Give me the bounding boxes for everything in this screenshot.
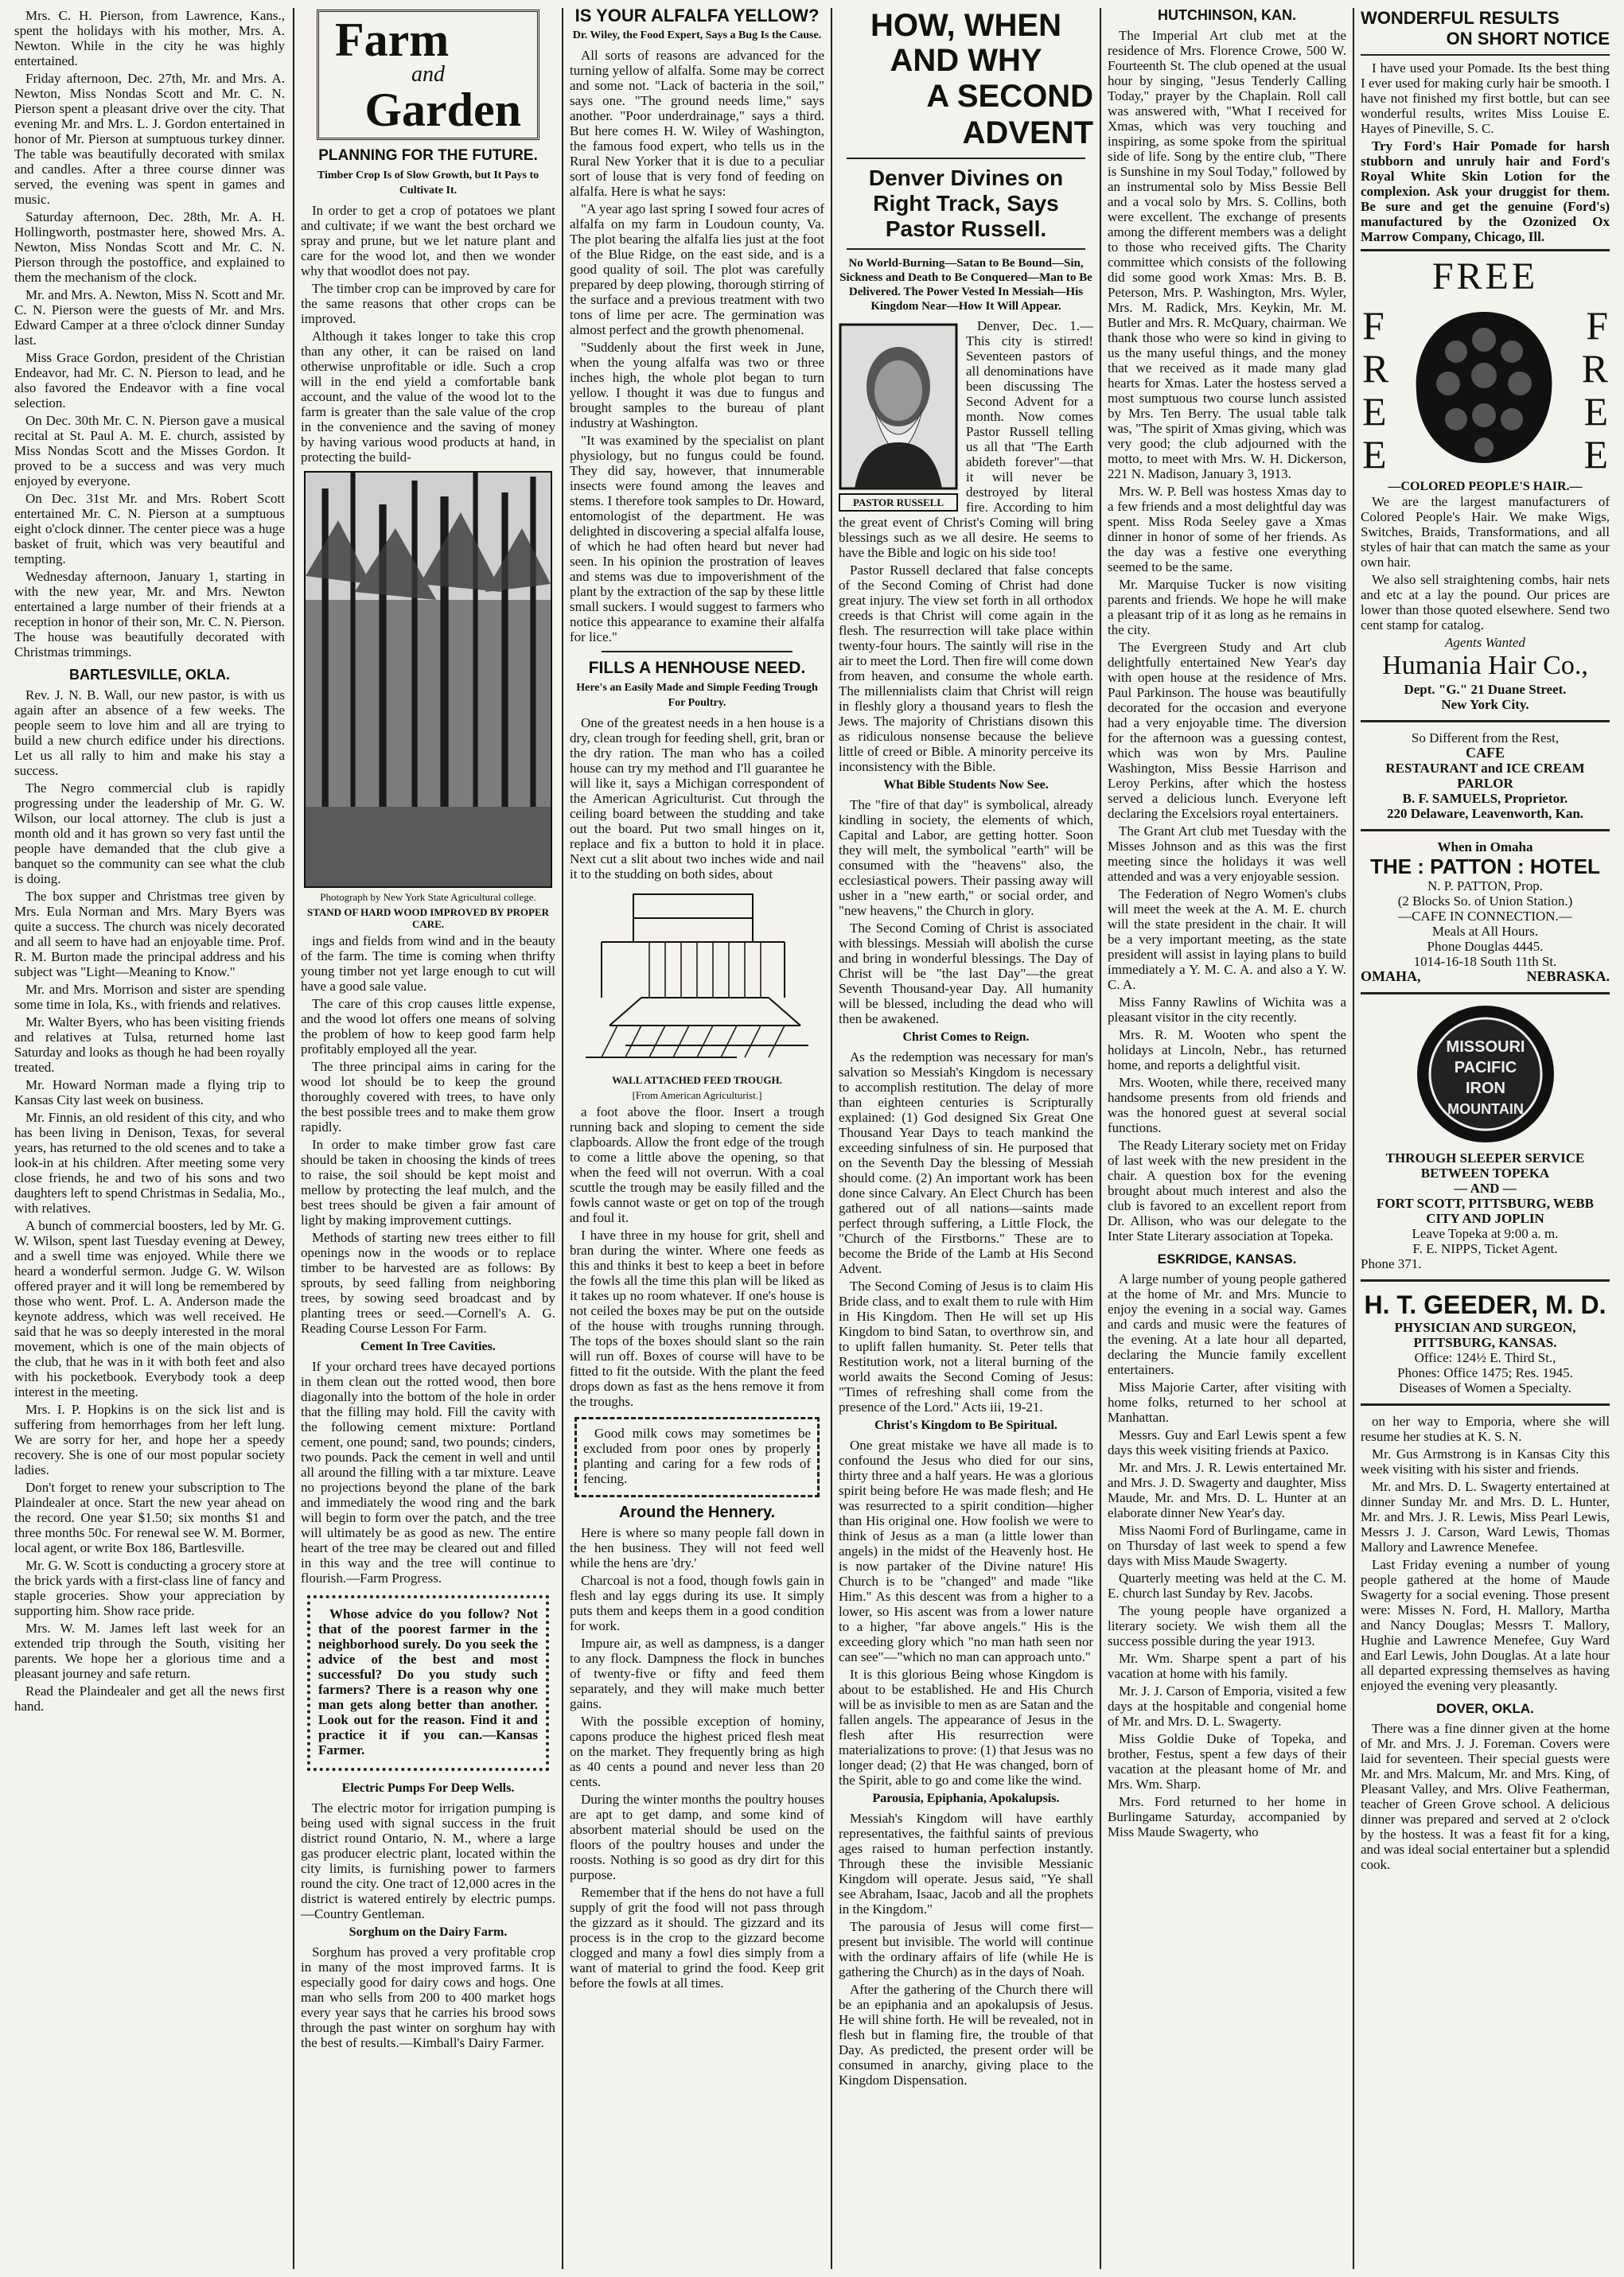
cafe-address: 220 Delaware, Leavenworth, Kan. — [1386, 806, 1584, 821]
cafe-line: RESTAURANT and ICE CREAM PARLOR — [1385, 761, 1585, 791]
section-heading: Around the Hennery. — [618, 1504, 776, 1521]
divider — [847, 158, 1085, 159]
hotel-line: 1014-16-18 South 11th St. — [1413, 954, 1557, 969]
article-paragraph: Pastor Russell declared that false concepts of the Second Coming of Christ had done great injury. The view set forth in all orthodox creeds is that Christ will come again in the flesh. The resurrection will take place within twenty-four hours. The saintly will rise in the air to meet the Lord. Then fire will come down from heaven, and consume the whole earth. The millennialists claim that Christ will reign in fleshly glory a thousand years to flesh the Jews. The majority of Christians disown this as ridiculous nonsense because the believe little of creed or Bible. A minority perceive its inconsistency with the Bible. — [839, 562, 1093, 774]
divider — [1361, 249, 1610, 251]
free-letter: F — [1362, 303, 1384, 348]
article-deck: Denver Divines on Right Track, Says Pastor Russell. — [868, 165, 1064, 241]
hairpiece-icon — [1408, 304, 1560, 471]
hotel-line: —CAFE IN CONNECTION.— — [1398, 909, 1572, 924]
article-paragraph: Mr. Finnis, an old resident of this city, and who has been living in Denison, Texas, for several years, has returned to the old scenes and to take a look-in at his children. After meeting some very close friends, he and two of his sons and two daughters left to spend Christmas in Sedalia, Mo., with relatives. — [14, 1110, 285, 1216]
masthead-farm: Farm — [335, 14, 450, 66]
column-6 — [1361, 8, 1610, 2269]
section-heading: Electric Pumps For Deep Wells. — [341, 1781, 515, 1795]
free-letter: E — [1583, 389, 1608, 434]
article-paragraph: Don't forget to renew your subscription to The Plaindealer at once. Start the new year ahead on the record. One year $1.50; six months $1 and three months 50c. For renewal see W. M. Bormer, local agent, or write Box 186, Bartlesville. — [14, 1480, 285, 1555]
divider — [1361, 1279, 1610, 1282]
article-paragraph: Messiah's Kingdom will have earthly representatives, the faithful saints of previous ages raised to human perfection instantly. Through these the invisible Messianic Kingdom will operate. Jesus said, "Ye shall see Abraham, Isaac, Jacob and all the prophets in the Kingdom." — [839, 1811, 1093, 1917]
column-rule — [1100, 8, 1101, 2269]
article-paragraph: Sorghum has proved a very profitable crop in many of the most improved farms. It is especially good for dairy cows and hogs. One man who sells from 200 to 400 market hogs every year says that he carries his brood sows through the past winter on sorghum hay with the best of results.—Kimball's Dairy Farmer. — [301, 1944, 555, 2050]
column-rule — [562, 8, 563, 2269]
article-paragraph: Mrs. R. M. Wooten who spent the holidays at Lincoln, Nebr., has returned home, and reports a delightful visit. — [1108, 1027, 1346, 1072]
divider — [847, 248, 1085, 250]
article-paragraph: On Dec. 30th Mr. C. N. Pierson gave a musical recital at St. Paul A. M. E. church, assisted by Miss Nondas Scott and the Misses Gordon. It proved to be a success and was very much enjoyed by everyone. — [14, 413, 285, 488]
boxed-note-text: Good milk cows may sometimes be excluded from poor ones by properly planting and caring for a few rods of fencing. — [583, 1426, 811, 1486]
divider — [1361, 829, 1610, 831]
hotel-city: OMAHA, — [1361, 968, 1421, 984]
section-heading: HUTCHINSON, KAN. — [1158, 8, 1296, 23]
missouri-pacific-logo-icon — [1414, 1002, 1557, 1146]
figure-caption: WALL ATTACHED FEED TROUGH. — [612, 1074, 782, 1086]
svg-text:MOUNTAIN: MOUNTAIN — [1447, 1101, 1524, 1117]
article-paragraph: After the gathering of the Church there will be an epiphania and an apokalupsis of Jesus. He will shine forth. He will be revealed, not in flesh but in flaming fire, the trouble of that Day. As predicted, the present order will be consumed in anarchy, giving place to the Kingdom Dispensation. — [839, 1982, 1093, 2088]
section-heading: DOVER, OKLA. — [1436, 1701, 1534, 1716]
rail-line: THROUGH SLEEPER SERVICE — [1385, 1150, 1585, 1166]
col1-items — [14, 8, 285, 660]
article-paragraph: Mr. and Mrs. D. L. Swagerty entertained at dinner Sunday Mr. and Mrs. D. L. Hunter, Mr. and Mrs. J. R. Lewis, Miss Pearl Lewis, Messrs J. J. Carson, Ward Lewis, Thomas Mallory and Lawrence Menefee. — [1361, 1479, 1610, 1555]
section-heading: Cement In Tree Cavities. — [360, 1340, 496, 1353]
article-paragraph: Mrs. C. H. Pierson, from Lawrence, Kans., spent the holidays with his mother, Mrs. A. Newton. While in the city he was highly entertained. — [14, 8, 285, 68]
free-letter: E — [1583, 432, 1608, 477]
free-letters-right — [1581, 304, 1608, 476]
feed-trough-figure — [576, 886, 818, 1069]
article-paragraph: Mr. Gus Armstrong is in Kansas City this week visiting with his sister and friends. — [1361, 1446, 1610, 1477]
headline-line-2: A SECOND ADVENT — [926, 79, 1093, 150]
farm-garden-masthead — [317, 10, 539, 140]
article-paragraph: Remember that if the hens do not have a full supply of grit the food will not pass through the gizzard as it should. The gizzard and its process is in the crop to the gizzard become clogged and many a fowl dies simply from a want of material to grind the food. Keep grit before the fowls at all times. — [570, 1885, 824, 1991]
forest-illustration-icon — [306, 473, 551, 886]
photo-credit: Photograph by New York State Agricultural college. — [320, 891, 536, 903]
section-heading: Sorghum on the Dairy Farm. — [349, 1925, 508, 1939]
portrait-illustration-icon — [839, 323, 958, 490]
article-paragraph: There was a fine dinner given at the home of Mr. and Mrs. J. J. Foreman. Covers were laid for seventeen. Their special guests were Mr. and Mrs. Malcum, Mr. and Mrs. King, of Pleasant Valley, and Mrs. Olive Featherman, teacher of Green Grove school. A delicious dinner was prepared and served at 2 o'clock by the hostess. It was a feast fit for a king, and was ideal social entertainer but a splendid cook. — [1361, 1721, 1610, 1872]
article-paragraph: Denver, Dec. 1.—This city is stirred! Seventeen pastors of all denominations have been discussing The Second Advent for a month. Now comes Pastor Russell telling us all that "The Earth abideth forever"—that it will never be destroyed by literal fire. According to him the great event of Christ's Coming will bring blessings such as we all desire. He seems to have the Bible and logic on his side too! — [839, 318, 1093, 560]
article-paragraph: Mrs. Wooten, while there, received many handsome presents from old friends and was the honored guest at several social functions. — [1108, 1075, 1346, 1135]
article-paragraph: If your orchard trees have decayed portions in them clean out the rotted wood, then bore diagonally into the bottom of the hole in order that the filling may hold. Fill the cavity with the following cement mixture: Portland cement, one pound; sand, two pounds; cinders, two pounds. Pack the cement in well and until all around the filling with a tar mixture. Leave no projections beyond the plane of the bark and immediately the wood ring and the bark will begin to form over the patch, and the tree will ultimately be as good as new. The entire heart of the tree may be cleared out and filled in this way and the tree will continue to flourish.—Farm Progress. — [301, 1359, 555, 1586]
masthead-and: and — [411, 62, 445, 87]
doctor-name: H. T. GEEDER, M. D. — [1364, 1290, 1606, 1319]
section-heading: Christ Comes to Reign. — [902, 1030, 1030, 1044]
svg-text:IRON: IRON — [1465, 1080, 1505, 1097]
article-paragraph: The young people have organized a literary society. We wish them all the success possible during the year 1913. — [1108, 1603, 1346, 1648]
article-paragraph: All sorts of reasons are advanced for the turning yellow of alfalfa. Some may be correct and some not. "Lack of bacteria in the soil," says one. "The ground needs lime," says another. "Poor underdrainage," says a third. But here comes H. W. Wiley of Washington, the famous food expert, who tells us in the Rural New Yorker that it is due to a peculiar sort of louse that is very fond of feeding on alfalfa. Here is what he says: — [570, 48, 824, 199]
feed-trough-icon — [576, 886, 818, 1069]
article-paragraph: In order to make timber grow fast care should be taken in choosing the kinds of trees to raise, the soil should be kept moist and mellow by protecting the leaf mulch, and the best trees should be given a fair amount of light by making improvement cuttings. — [301, 1137, 555, 1228]
article-paragraph: The Ready Literary society met on Friday of last week with the new president in the chair. A question box for the evening brought about much interest and also the club is favored to an excellent report from Dr. Allison, who was our delegate to the Inter State Literary association at Topeka. — [1108, 1138, 1346, 1244]
free-letter: R — [1362, 346, 1389, 391]
free-letter: E — [1362, 389, 1387, 434]
free-headline: FREE — [1431, 255, 1539, 298]
article-paragraph: One great mistake we have all made is to confound the Jesus who died for our sins, thirty three and a half years. He was a glorious spirit being before He was made flesh; and He was resurrected to a spirit condition—higher than His original one. How foolish we were to think of Jesus as a man (a little lower than angels) in the midst of the Heavenly host. He is now partaker of the Divine nature! His Church is to be "changed" and made "like Him." As this descent was from a higher to a lower, so His ascent was from a lower nature to a higher, "far above angels." His is the exceeding glory which "no man hath seen nor can see"—"which no man can approach unto." — [839, 1438, 1093, 1664]
article-paragraph: Mrs. Ford returned to her home in Burlingame Saturday, accompanied by Miss Maude Swagerty, who — [1108, 1794, 1346, 1839]
section-heading: Parousia, Epiphania, Apokalupsis. — [872, 1792, 1060, 1805]
article-paragraph: The care of this crop causes little expense, and the wood lot offers one means of solving the problem of how to keep good farm help profitably employed all the year. — [301, 996, 555, 1057]
article-paragraph: "A year ago last spring I sowed four acres of alfalfa on my farm in Loudoun county, Va. The plot bearing the alfalfa lies just at the foot of the Blue Ridge, on the east side, and is a good quality of soil. The plot was carefully prepared by deep plowing, thorough stirring of the surface and a previous treatment with two tons of lime per acre. The germination was almost perfect and the growth phenomenal. — [570, 201, 824, 337]
column-rule — [1353, 8, 1354, 2269]
article-paragraph: In order to get a crop of potatoes we plant and cultivate; if we want the best orchard we spray and prune, but we let nature plant and care for the wood lot, and then we wonder why that woodlot does not pay. — [301, 203, 555, 278]
column-3 — [570, 8, 824, 2269]
article-paragraph: Read the Plaindealer and get all the news first hand. — [14, 1683, 285, 1714]
ad-text: We also sell straightening combs, hair nets and etc at a lay the pound. Our prices are lower than those quoted elsewhere. Send two cent stamp for catalog. — [1361, 572, 1610, 632]
ad-text: Try Ford's Hair Pomade for harsh stubborn and unruly hair and Ford's Royal White Skin Lotion for the complexion. Ask your druggist for them. Be sure and get the genuine (Ford's) manufactured by the Ozonized Ox Marrow Company, Chicago, Ill. — [1361, 138, 1610, 244]
article-paragraph: Wednesday afternoon, January 1, starting in with the new year, Mr. and Mrs. Newton entertained a large number of their friends at a reception in honor of their son, Mr. C. N. Pierson. The house was beautifully decorated with Christmas trimmings. — [14, 569, 285, 660]
article-paragraph: Charcoal is not a food, though fowls gain in flesh and lay eggs during its use. It simply puts them and keeps them in a good condition for work. — [570, 1573, 824, 1633]
article-paragraph: Quarterly meeting was held at the C. M. E. church last Sunday by Rev. Jacobs. — [1108, 1571, 1346, 1601]
article-paragraph: The Second Coming of Jesus is to claim His Bride class, and to exalt them to rule with Him in His Kingdom. Then He will set up His Kingdom to bind Satan, to overthrow sin, and to uplift fallen humanity. St. Peter tells that Restitution work, not a literal burning of the world awaits the Second Coming of Jesus: "Times of refreshing shall come from the presence of the Lord." Acts iii, 19-21. — [839, 1279, 1093, 1415]
article-paragraph: a foot above the floor. Insert a trough running back and sloping to cement the side clapboards. Allow the front edge of the trough to come a little above the opening, so that when the feed will not overrun. With a coal scuttle the trough may be easily filled and the fowls cannot waste or get on top of the trough and foul it. — [570, 1104, 824, 1225]
rail-line: BETWEEN TOPEKA — [1420, 1166, 1550, 1181]
article-paragraph: Impure air, as well as dampness, is a danger to any flock. Dampness the flock in bunches of twenty-five or fifty and feed them separately, and they will make much better gains. — [570, 1636, 824, 1711]
article-subdeck: No World-Burning—Satan to Be Bound—Sin, Sickness and Death to Be Conquered—Man to Be Delivered. The Power Vested In Messiah—His Kingdom Near—How It Will Appear. — [839, 257, 1092, 313]
article-headline: FILLS A HENHOUSE NEED. — [588, 659, 806, 677]
free-letter: E — [1362, 432, 1387, 477]
article-paragraph: The Federation of Negro Women's clubs will meet the week at the A. M. E. church will the state president in the chair. It will be a very important meeting, as the state president will assist in laying plans to build immediately a Y. M. C. A. and also a Y. W. C. A. — [1108, 886, 1346, 992]
section-heading: What Bible Students Now See. — [883, 778, 1049, 792]
column-rule — [293, 8, 294, 2269]
portrait — [839, 323, 958, 512]
free-letter: R — [1581, 346, 1608, 391]
article-paragraph: Rev. J. N. B. Wall, our new pastor, is with us again after an absence of a few weeks. The people seem to love him and all are trying to build a new church edifice under his directions. Let us all rally to him and make his stay a success. — [14, 687, 285, 778]
article-paragraph: Here is where so many people fall down in the hen business. They will not feed well while the hens are 'dry.' — [570, 1525, 824, 1571]
article-paragraph: Miss Majorie Carter, after visiting with home folks, returned to her school at Manhattan. — [1108, 1380, 1346, 1425]
cafe-lead: So Different from the Rest, — [1411, 730, 1560, 745]
divider — [1361, 54, 1610, 56]
article-paragraph: The Grant Art club met Tuesday with the Misses Johnson and as this was the first meeting since the holidays it was well attended and was a very enjoyable session. — [1108, 823, 1346, 884]
railroad-logo — [1361, 1002, 1610, 1146]
hotel-state: NEBRASKA. — [1526, 968, 1610, 984]
figure-credit: [From American Agriculturist.] — [632, 1089, 762, 1101]
rail-phone: Phone 371. — [1361, 1256, 1422, 1271]
article-paragraph: The Second Coming of Christ is associated with blessings. Messiah will abolish the curse and bring in wonderful blessings. The Day of Christ will be "the last Day"—the great Seventh Thousand-year Day. All humanity will be blessed, including the dead who will then be awakened. — [839, 921, 1093, 1026]
article-paragraph: Mr. and Mrs. Morrison and sister are spending some time in Iola, Ks., with friends and relatives. — [14, 982, 285, 1012]
article-paragraph: A bunch of commercial boosters, led by Mr. G. W. Wilson, spent last Tuesday evening at Dewey, and a swell time was enjoyed. While there we heard a wonderful sermon. Judge G. W. Wilson offered prayer and it will long be remembered by those who went. Prof. L. A. Anderson made the keynote address, which was well received. He said that he was so deeply interested in the moral movement, which is one of the main objects of the club, that he was in it with both feet and also with his pocketbook. Everybody took a deep interest in the meeting. — [14, 1218, 285, 1399]
article-paragraph: The Imperial Art club met at the residence of Mrs. Florence Crowe, 500 W. Fourteenth St. The club opened at the usual hour by singing, "Jesus Tenderly Calling Today," prayer by the Chaplain. Roll call was answered with, "What I received for Xmas, which was very touching and inspiring, as some spoke from the spiritual side of life. Song by the entire club, "There is Sunshine in my Soul Today," followed by an instrumental solo by Miss Bessie Bell and a vocal solo by Mrs. S. Collins, both were excellent. The exchange of presents among the different members was a delight to those who received gifts. The Charity committee which consists of the following did some good work Xmas: Mrs. B. B. Peterson, Mrs. P. Washington, Mrs. Wyler, Mrs. M. Radick, Mrs. Keykin, Mr. M. Butler and Mrs. R. McQuary, chairman. We thank those who were so kind in giving to us the many useful things, and the money that we received as it made many glad hearts for Xmas. Later the hostess served a most sumptuous two course lunch assisted by Mrs. Ten Berry. The usual table talk was, "The spirit of Xmas giving, which was very good; the club adjourned with the motto, to meet with Mrs. W. H. Dickerson, 221 N. Madison, January 3, 1913. — [1108, 28, 1346, 481]
article-paragraph: I have three in my house for grit, shell and bran during the winter. Where one feeds as this and thinks it best to keep a beet in before the fowls all the time this plan will be liked as it takes up no room whatever. If one's house is not ceiled the boxes may be put on the outside of the house with troughs running through. The tops of the boxes should slant so the rain will run off. Boxes of course will have to be fitted to fit the outside. With the plant the feed drops down as fast as the hens remove it from the troughs. — [570, 1228, 824, 1409]
article-paragraph: Although it takes longer to take this crop than any other, it can be raised on land otherwise unprofitable or idle. Such a crop will in the end yield a comfortable bank account, and the value of the wood lot to the farm is greater than the sale value of the crop in the convenience and the saving of money by having various wood products at hand, in protecting the build- — [301, 329, 555, 465]
hotel-proprietor: N. P. PATTON, Prop. — [1427, 878, 1543, 893]
company-address: Dept. "G." 21 Duane Street. — [1404, 682, 1567, 697]
hotel-name: THE : PATTON : HOTEL — [1370, 854, 1600, 878]
doctor-title: PHYSICIAN AND SURGEON, — [1394, 1320, 1576, 1335]
article-paragraph: Miss Goldie Duke of Topeka, and brother, Festus, spent a few days of their vacation at the pleasant home of Mr. and Mrs. Wm. Sharp. — [1108, 1731, 1346, 1792]
article-paragraph: The Negro commercial club is rapidly progressing under the leadership of Mr. G. W. Wilson, our local attorney. The club is just a month old and it has grown so very fast until the people have demanded that the club give a banquet so the community can see what the club is doing. — [14, 780, 285, 886]
boxed-note — [307, 1595, 549, 1771]
hotel-line: Phone Douglas 4445. — [1427, 939, 1544, 954]
article-paragraph: Mr. Howard Norman made a flying trip to Kansas City last week on business. — [14, 1077, 285, 1107]
hotel-city-row — [1361, 969, 1610, 984]
article-paragraph: With the possible exception of hominy, capons produce the highest priced flesh meat on the market. They frequently bring as high as 40 cents a pound and never less than 20 cents. — [570, 1714, 824, 1789]
article-paragraph: Friday afternoon, Dec. 27th, Mr. and Mrs. A. Newton, Miss Nondas Scott and Mr. C. N. Pierson spent a pleasant drive over the city. That evening Mr. and Mrs. L. J. Gordon entertained in honor of Mr. Pierson at sumptuous turkey dinner. The table was beautifully decorated with smilax and candles. After a three course dinner was served, the evening was spent in games and music. — [14, 71, 285, 207]
rail-line: — AND — — [1454, 1181, 1517, 1196]
hotel-lead: When in Omaha — [1437, 839, 1533, 854]
article-paragraph: Miss Naomi Ford of Burlingame, came in on Thursday of last week to spend a few days with Miss Maude Swagerty. — [1108, 1523, 1346, 1568]
company-city: New York City. — [1441, 697, 1529, 712]
article-paragraph: It is this glorious Being whose Kingdom is about to be established. He and His Church will be as invisible to men as are Satan and the fallen angels. The appearance of Jesus in the flesh after His resurrection were materializations to prove: (1) that Jesus was no longer dead; (2) that He was changed, born of the Spirit, able to go and come like the wind. — [839, 1667, 1093, 1788]
article-paragraph: The three principal aims in caring for the wood lot should be to keep the ground thoroughly covered with trees, to have only the best possible trees and to make them grow rapidly. — [301, 1059, 555, 1135]
article-paragraph: Mrs. I. P. Hopkins is on the sick list and is suffering from hemorrhages from her left lung. We are sorry for her, and hope her a speedy recovery. She is one of our most popular society ladies. — [14, 1402, 285, 1477]
free-letters-left — [1362, 304, 1389, 476]
article-paragraph: Mr. Marquise Tucker is now visiting parents and friends. We hope he will make a pleasant trip of it as long as he remains in the city. — [1108, 577, 1346, 637]
divider — [1361, 720, 1610, 722]
rail-line: FORT SCOTT, PITTSBURG, WEBB CITY AND JOPLIN — [1377, 1196, 1594, 1226]
article-paragraph: Methods of starting new trees either to fill openings now in the woods or to replace timber to be harvested are as follows: By sprouts, by seed falling from neighboring trees, by sowing seed broadcast and by planting trees or seed.—Cornell's A. G. Reading Course Lesson For Farm. — [301, 1230, 555, 1336]
masthead-garden: Garden — [364, 84, 521, 136]
article-subhead: Timber Crop Is of Slow Growth, but It Pays to Cultivate It. — [317, 169, 539, 197]
doctor-phones: Phones: Office 1475; Res. 1945. — [1397, 1365, 1573, 1380]
svg-text:PACIFIC: PACIFIC — [1454, 1059, 1517, 1076]
section-heading: Christ's Kingdom to Be Spiritual. — [874, 1419, 1057, 1432]
divider — [1361, 1403, 1610, 1406]
cafe-proprietor: B. F. SAMUELS, Proprietor. — [1402, 791, 1568, 806]
cafe-name: CAFE — [1466, 745, 1505, 761]
article-paragraph: Mr. and Mrs. J. R. Lewis entertained Mr. and Mrs. J. D. Swagerty and daughter, Miss Maude, Mr. and Mrs. D. L. Hunter at an elaborate dinner New Year's day. — [1108, 1460, 1346, 1520]
rail-line: Leave Topeka at 9:00 a. m. — [1412, 1226, 1559, 1241]
doctor-specialty: Diseases of Women a Specialty. — [1399, 1380, 1571, 1395]
article-paragraph: Mr. Walter Byers, who has been visiting friends and relatives at Tulsa, returned home last Saturday and looks as though he had been royally treated. — [14, 1014, 285, 1075]
headline-line-1: HOW, WHEN AND WHY — [870, 8, 1061, 78]
hotel-line: Meals at All Hours. — [1431, 924, 1539, 939]
column-4 — [839, 8, 1093, 2269]
divider — [602, 651, 793, 652]
free-letter: F — [1586, 303, 1608, 348]
article-paragraph: As the redemption was necessary for man's salvation so Messiah's Kingdom is necessary to accomplish restitution. The delay of more than eighteen centuries is Scripturally explained: (1) God designed Six Great One Thousand Year Days to teach mankind the exceeding sinfulness of sin. He purposed that on the Seventh Day the blessing of Messiah should come. (2) An important work has been done since Calvary. An Elect Church has been gathered out of all nations—saints made perfect through suffering, a Little Flock, the "Church of the Firstborns." These are to become the Bride of the Lamb at His Second Advent. — [839, 1049, 1093, 1276]
col1-items-2 — [14, 687, 285, 1714]
article-paragraph: "Suddenly about the first week in June, when the young alfalfa was two or three inches high, the whole plot began to turn yellow. I thought it was due to fungus and brought samples to the bureau of plant industry at Washington. — [570, 340, 824, 430]
article-paragraph: on her way to Emporia, where she will resume her studies at K. S. N. — [1361, 1414, 1610, 1444]
column-5 — [1108, 8, 1346, 2269]
article-paragraph: The electric motor for irrigation pumping is being used with signal success in the fruit district round Ontario, N. M., where a large gas producer electric plant, located within the city limits, is furnishing power to farmers round the city. One tract of 12,000 acres in the district is watered entirely by electric pumps.—Country Gentleman. — [301, 1800, 555, 1921]
article-paragraph: Mr. G. W. Scott is conducting a grocery store at the brick yards with a first-class line of fancy and staple groceries. Show your appreciation by supporting him. Show race pride. — [14, 1558, 285, 1618]
section-heading: ESKRIDGE, KANSAS. — [1157, 1251, 1297, 1267]
photo-caption: STAND OF HARD WOOD IMPROVED BY PROPER CARE. — [306, 906, 550, 930]
forest-photo — [304, 471, 552, 888]
ad-text: I have used your Pomade. Its the best thing I ever used for making curly hair be smooth. I have not finished my first bottle, but can see wonderful results, writes Miss Louise E. Hayes of Pineville, S. C. — [1361, 60, 1610, 136]
article-paragraph: Mr. J. J. Carson of Emporia, visited a few days at the hospitable and congenial home of Mr. and Mrs. D. L. Swagerty. — [1108, 1683, 1346, 1729]
doctor-office: Office: 124½ E. Third St., — [1414, 1350, 1556, 1365]
rail-agent: F. E. NIPPS, Ticket Agent. — [1412, 1241, 1558, 1256]
article-paragraph: Saturday afternoon, Dec. 28th, Mr. A. H. Hollingworth, postmaster here, showed Mrs. A. Newton, Miss Nondas Scott and Mr. C. N. Pierson through the postoffice, and explained to them the mechanism of the clock. — [14, 209, 285, 285]
article-paragraph: Miss Fanny Rawlins of Wichita was a pleasant visitor in the city recently. — [1108, 994, 1346, 1025]
ad-agents: Agents Wanted — [1445, 635, 1525, 650]
article-paragraph: The box supper and Christmas tree given by Mrs. Eula Norman and Mrs. Mary Byers was quite a success. The church was nicely decorated and all seem to have had an enjoyable time. Prof. R. M. Burton made the principal address and his subject was "Light—Meaning to Know." — [14, 889, 285, 979]
article-paragraph: Mr. and Mrs. A. Newton, Miss N. Scott and Mr. C. N. Pierson were the guests of Mr. and Mrs. Edward Camper at a three o'clock dinner Sunday last. — [14, 287, 285, 348]
column-1 — [14, 8, 285, 2269]
article-paragraph: During the winter months the poultry houses are apt to get damp, and some kind of absorbent material should be used on the floors of the poultry houses and under the roosts. Nothing is so good as dry dirt for this purpose. — [570, 1792, 824, 1882]
portrait-label: PASTOR RUSSELL — [839, 493, 958, 512]
article-paragraph: The "fire of that day" is symbolical, already kindling in society, the elements of which, Capital and Labor, are getting hotter. Soon they will melt, the symbolical "earth" will be consumed with the "heavens" also, the ecclesiastical powers. Their passing away will usher in a "new earth," or social order, and "new heavens," the Church in glory. — [839, 797, 1093, 918]
article-headline: IS YOUR ALFALFA YELLOW? — [574, 8, 820, 25]
article-paragraph: Last Friday evening a number of young people gathered at the home of Maude Swagerty for a social evening. Those present were: Misses N. Ford, H. Mallory, Martha and Nancy Douglas; Messrs T. Mallory, Hughie and Lawrence Menefee, Guy Ward and Earl Lewis, John Douglas. At a late hour all departed expressing themselves as having enjoyed the evening very pleasantly. — [1361, 1557, 1610, 1693]
article-paragraph: The timber crop can be improved by care for the same reasons that other crops can be improved. — [301, 281, 555, 326]
article-paragraph: Mrs. W. P. Bell was hostess Xmas day to a few friends and a most delightful day was spent. Miss Roda Seeley gave a Xmas dinner in honor of some of her friends. As the day was a festive one everything seemed to be the same. — [1108, 484, 1346, 574]
article-paragraph: One of the greatest needs in a hen house is a dry, clean trough for feeding shell, grit, bran or the dry ration. The man who has a coiled house can try my method and I'll guarantee he will like it, says a Michigan correspondent of the American Agriculturist. Cut through the ceiling board between the studding and take out the board. Put two small hinges on it, replace and fix a button to hold it in place. Next cut a slit about two inches wide and nail it to the studding on both sides, about — [570, 715, 824, 882]
ad-headline-2: ON SHORT NOTICE — [1446, 29, 1610, 49]
svg-text:MISSOURI: MISSOURI — [1446, 1038, 1525, 1056]
column-rule — [831, 8, 832, 2269]
article-paragraph: A large number of young people gathered at the home of Mr. and Mrs. Muncie to enjoy the evening in a social way. Games and cards and music were the features of the evening. At a late hour all departed, declaring the Muncie family excellent entertainers. — [1108, 1271, 1346, 1377]
newspaper-page — [14, 8, 1610, 2269]
article-paragraph: ings and fields from wind and in the beauty of the farm. The time is coming when thrifty young timber not yet large enough to cut will have a good sale value. — [301, 933, 555, 994]
ad-text: We are the largest manufacturers of Colored People's Hair. We make Wigs, Switches, Braids, Transformations, and all styles of hair that can match the same as your own hair. — [1361, 494, 1610, 570]
ad-headline-1: WONDERFUL RESULTS — [1361, 8, 1560, 28]
article-headline: PLANNING FOR THE FUTURE. — [318, 147, 538, 164]
article-paragraph: On Dec. 31st Mr. and Mrs. Robert Scott entertained Mr. C. N. Pierson at a sumptuous eight o'clock dinner. The center piece was a huge basket of fruit, which was very beautiful and tempting. — [14, 491, 285, 566]
ad-heading: —COLORED PEOPLE'S HAIR.— — [1388, 480, 1583, 493]
hotel-line: (2 Blocks So. of Union Station.) — [1397, 893, 1573, 909]
doctor-city: PITTSBURG, KANSAS. — [1413, 1335, 1557, 1350]
article-paragraph: Miss Grace Gordon, president of the Christian Endeavor, had Mr. C. N. Pierson to lead, and he also favored the Endeavor with a fine vocal selection. — [14, 350, 285, 411]
article-paragraph: Mr. Wm. Sharpe spent a part of his vacation at home with his family. — [1108, 1651, 1346, 1681]
section-heading: BARTLESVILLE, OKLA. — [69, 667, 230, 683]
article-paragraph: The parousia of Jesus will come first—present but invisible. The world will continue with the ordinary affairs of life (while He is gathering the Church) as in the days of Noah. — [839, 1919, 1093, 1979]
article-paragraph: Mrs. W. M. James left last week for an extended trip through the South, visiting her parents. We hope her a glorious time and a pleasant journey and safe return. — [14, 1621, 285, 1681]
company-name: Humania Hair Co., — [1382, 651, 1588, 680]
article-deck: Here's an Easily Made and Simple Feeding Trough For Poultry. — [576, 682, 818, 709]
article-paragraph: The Evergreen Study and Art club delightfully entertained New Year's day with open house at the residence of Mrs. Paul Parkinson. The house was beautifully decorated for the occasion and everyone had a very enjoyable time. The diversion for the afternoon was a guessing contest, which was won by Mrs. Pauline Washington, Miss Bessie Harrison and Leroy Perkins, after which the hostess served a delicious lunch. Everyone left declaring the Excelsiors royal entertainers. — [1108, 640, 1346, 821]
divider — [1361, 992, 1610, 994]
article-paragraph: "It was examined by the specialist on plant physiology, but no fungus could be found. They did say, however, that innumerable insects were found among the leaves and stems. I therefore took samples to Dr. Howard, entomologist of the department. He was delighted in discovering a special alfalfa louse, of which he had often heard but never had seen. In his opinion the prostration of leaves and stems was due to impoverishment of the plant by the extraction of the sap by these little small suckers. I would suggest to farmers who notice this appearance to examine their alfalfa for lice." — [570, 433, 824, 644]
article-paragraph: Messrs. Guy and Earl Lewis spent a few days this week visiting friends at Paxico. — [1108, 1427, 1346, 1458]
boxed-note — [574, 1417, 820, 1497]
article-deck: Dr. Wiley, the Food Expert, Says a Bug Is the Cause. — [572, 29, 822, 41]
free-hair-ad — [1361, 256, 1610, 479]
column-2 — [301, 8, 555, 2269]
boxed-note-text: Whose advice do you follow? Not that of the poorest farmer in the neighborhood surely. Do you seek the advice of the best and most successful? Do you study such farmers? There is a reason why one man gets along better than another. Look out for the reason. Find it and practice it if you can.—Kansas Farmer. — [318, 1606, 538, 1757]
